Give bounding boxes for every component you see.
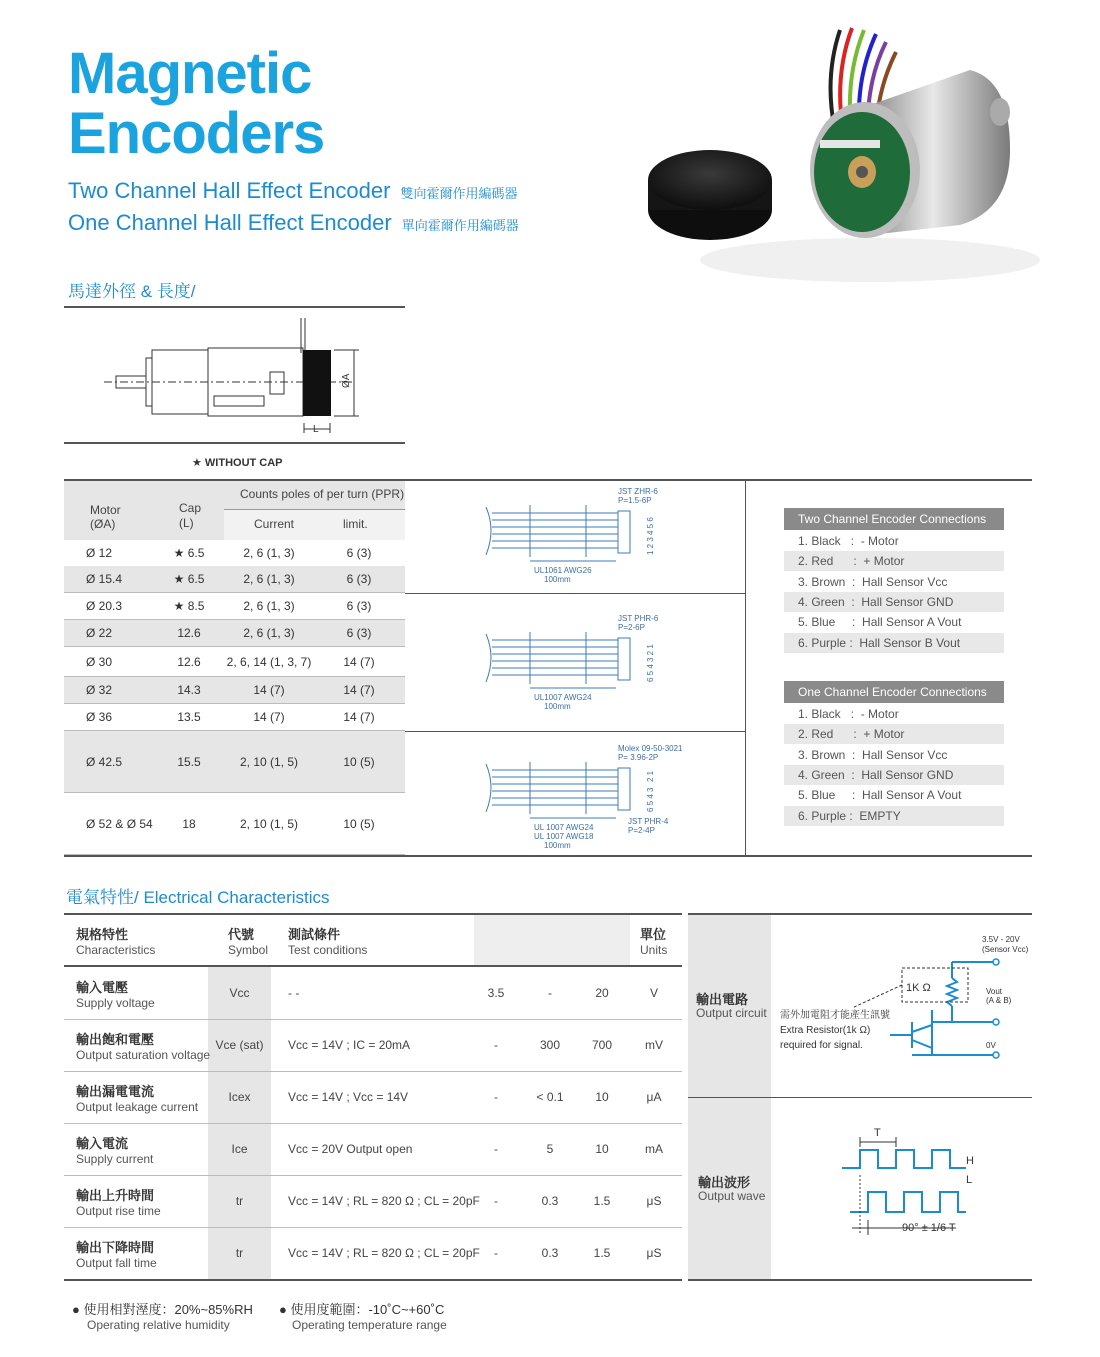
min-cell: - (494, 1194, 498, 1208)
table-row (64, 593, 405, 620)
output-circuit-label-zh: 輸出電路 (696, 992, 749, 1007)
characteristic-en: Output leakage current (76, 1099, 199, 1114)
motor-current-cell: 2, 6 (1, 3) (243, 546, 295, 560)
symbol-cell: Vce (sat) (215, 1038, 264, 1052)
table-row (64, 566, 405, 593)
cable-divider (405, 593, 745, 594)
cable-length-label: 100mm (544, 702, 571, 711)
unit-cell: V (649, 986, 658, 1000)
symbol-cell: tr (235, 1194, 244, 1208)
motor-motor-cell: Ø 12 (86, 546, 113, 560)
subtitle-one-channel (68, 210, 519, 236)
motor-motor-cell: Ø 32 (86, 683, 113, 697)
dimension-section-title: 馬達外徑 & 長度/ (68, 282, 196, 301)
motor-limit-cell: 10 (5) (343, 754, 375, 769)
header-symbol-zh: 代號 (228, 926, 255, 942)
max-cell: 20 (595, 986, 609, 1000)
characteristic-cell (76, 1175, 161, 1227)
characteristic-en: Output rise time (76, 1203, 161, 1218)
table-row (64, 704, 405, 731)
output-circuit-diagram (772, 930, 1032, 1090)
circuit-note-en-1: Extra Resistor(1k Ω) (780, 1025, 871, 1036)
header-unit-en: Units (640, 942, 668, 957)
characteristic-zh: 輸入電壓 (76, 979, 129, 995)
cable-divider (405, 731, 745, 732)
max-cell: 700 (591, 1038, 613, 1052)
table-row (64, 540, 405, 567)
characteristic-cell (76, 1123, 153, 1175)
motor-current-cell: 2, 10 (1, 5) (239, 754, 299, 769)
max-cell: 1.5 (593, 1194, 611, 1208)
output-divider (688, 1097, 1032, 1098)
ref-cell: 0.3 (541, 1246, 559, 1260)
min-cell: - (494, 1142, 498, 1156)
cable-length-label: 100mm (544, 841, 571, 850)
characteristic-cell (76, 967, 155, 1019)
header-char-zh: 規格特性 (76, 926, 129, 942)
connection-item: 5. Blue : Hall Sensor A Vout (798, 615, 962, 630)
cable-connector2-label: JST PHR-4 (628, 817, 669, 826)
test-cell: Vcc = 14V ; Vcc = 14V (288, 1090, 409, 1104)
symbol-cell: Icex (228, 1090, 251, 1104)
cable-pin-numbers: 6 5 4 3 2 1 (646, 644, 655, 682)
subtitle-one-channel-zh: 單向霍爾作用編碼器 (401, 218, 519, 233)
motor-current-cell: 14 (7) (253, 710, 285, 724)
section-divider (64, 1279, 682, 1281)
header-cap: Cap (179, 501, 202, 515)
humidity-note-zh: ● 使用相對溼度：20%~85%RH (72, 1302, 253, 1317)
test-cell: Vcc = 14V ; RL = 820 Ω ; CL = 20pF (288, 1246, 480, 1260)
max-cell: 10 (595, 1090, 609, 1104)
ref-cell: - (548, 986, 552, 1000)
cable-connector-label: JST ZHR-6 (618, 487, 658, 496)
motor-cap-cell: 18 (182, 816, 196, 831)
table-row (64, 1019, 682, 1072)
motor-current-cell: 2, 10 (1, 5) (239, 816, 299, 831)
table-row (64, 1071, 682, 1124)
two-channel-title: Two Channel Encoder Connections (784, 508, 1004, 530)
header-test-zh: 測試條件 (288, 926, 341, 942)
table-row (64, 1123, 682, 1176)
header-unit-zh: 單位 (640, 926, 667, 942)
length-label: L (313, 424, 319, 435)
title-line-2: Encoders (68, 101, 325, 166)
motor-limit-cell: 14 (7) (343, 683, 375, 697)
motor-cap-cell: ★ 6.5 (173, 546, 205, 560)
column-divider (745, 481, 746, 856)
unit-cell: mA (645, 1142, 663, 1156)
motor-limit-cell: 10 (5) (343, 816, 375, 831)
cable-drawing (478, 612, 718, 717)
motor-current-cell: 2, 6 (1, 3) (243, 572, 295, 586)
header-limit: limit. (343, 517, 368, 531)
motor-dimension-drawing (64, 308, 405, 443)
max-cell: 1.5 (593, 1246, 611, 1260)
symbol-cell: Vcc (229, 986, 250, 1000)
characteristic-cell (76, 1019, 210, 1071)
motor-motor-cell: Ø 20.3 (86, 599, 123, 613)
motor-motor-cell: Ø 42.5 (86, 754, 123, 769)
motor-motor-cell: Ø 22 (86, 626, 113, 640)
phi-a-label: ØA (341, 373, 352, 388)
cable-pitch-label: P=1.5-6P (618, 496, 652, 505)
ref-cell: 5 (546, 1142, 554, 1156)
electrical-section-title: 電氣特性/ Electrical Characteristics (66, 888, 330, 907)
circuit-note-en-2: required for signal. (780, 1040, 863, 1051)
ov-label: 0V (986, 1041, 996, 1050)
motor-motor-cell: Ø 52 & Ø 54 (86, 816, 153, 831)
test-cell: Vcc = 20V Output open (288, 1142, 413, 1156)
characteristic-en: Output fall time (76, 1255, 157, 1270)
table-row (64, 1227, 682, 1280)
cable-wire-label: UL1007 AWG24 (534, 693, 592, 702)
header-char-en: Characteristics (76, 942, 156, 957)
connection-item: 3. Brown : Hall Sensor Vcc (798, 574, 948, 589)
output-wave-label-zh: 輸出波形 (698, 1175, 751, 1190)
symbol-cell: tr (235, 1246, 244, 1260)
without-cap-note: ★ WITHOUT CAP (192, 457, 283, 469)
cable-drawing (478, 485, 718, 590)
header-cap-sub: (L) (179, 516, 194, 530)
vout-label-2: (A & B) (986, 996, 1012, 1005)
motor-cap-cell: 12.6 (177, 654, 201, 669)
humidity-note-en: Operating relative humidity (87, 1318, 230, 1332)
characteristic-en: Supply current (76, 1151, 154, 1166)
characteristic-zh: 輸出上升時間 (76, 1187, 155, 1203)
connection-item: 2. Red : + Motor (784, 724, 1004, 744)
motor-motor-cell: Ø 15.4 (86, 572, 123, 586)
max-cell: 10 (595, 1142, 609, 1156)
table-row (64, 620, 405, 647)
output-wave-label-en: Output wave (698, 1189, 766, 1203)
connection-item: 1. Black : - Motor (798, 707, 899, 721)
phase-label: 90° ± 1/6 T (902, 1222, 956, 1234)
cable-pitch2-label: P=2-4P (628, 826, 655, 835)
header-current: Current (254, 517, 295, 531)
page-title (68, 41, 325, 166)
motor-cap-cell: ★ 6.5 (173, 572, 205, 586)
unit-cell: mV (645, 1038, 663, 1052)
table-row (64, 1175, 682, 1228)
motor-cap-cell: 14.3 (177, 683, 201, 697)
cable-wire-label: UL1061 AWG26 (534, 566, 592, 575)
connection-item: 1. Black : - Motor (798, 534, 899, 548)
test-cell: Vcc = 14V ; RL = 820 Ω ; CL = 20pF (288, 1194, 480, 1208)
motor-limit-cell: 6 (3) (346, 599, 372, 613)
table-row (64, 793, 405, 855)
resistor-label: 1K Ω (906, 982, 931, 994)
subtitle-two-channel-en: Two Channel Hall Effect Encoder (68, 178, 391, 203)
header-symbol-en: Symbol (228, 942, 269, 957)
supply-label-2: (Sensor Vcc) (982, 945, 1029, 954)
subtitle-two-channel (68, 178, 517, 204)
cable-pin-numbers: 1 2 3 4 5 6 (646, 517, 655, 555)
motor-current-cell: 14 (7) (253, 683, 285, 697)
circuit-note-zh: 需外加電阻才能產生訊號 (780, 1010, 890, 1021)
cable-pitch-label: P= 3.96-2P (618, 753, 659, 762)
subtitle-one-channel-en: One Channel Hall Effect Encoder (68, 210, 392, 235)
connection-item: 3. Brown : Hall Sensor Vcc (798, 747, 948, 762)
test-cell: - - (288, 986, 300, 1000)
characteristic-zh: 輸入電流 (76, 1135, 129, 1151)
period-label: T (874, 1127, 881, 1139)
ref-cell: 0.3 (541, 1194, 559, 1208)
connection-item: 6. Purple : EMPTY (784, 806, 1004, 826)
symbol-cell: Ice (231, 1142, 248, 1156)
temperature-note-en: Operating temperature range (292, 1318, 447, 1332)
characteristic-zh: 輸出漏電電流 (76, 1083, 155, 1099)
connection-item: 5. Blue : Hall Sensor A Vout (798, 788, 962, 803)
table-row (64, 967, 682, 1020)
table-row (64, 731, 405, 793)
cable-drawing (478, 742, 718, 852)
cable-pin-numbers-top: 2 1 (646, 770, 655, 782)
ref-cell: 300 (539, 1038, 561, 1052)
motor-limit-cell: 6 (3) (346, 546, 372, 560)
characteristic-en: Output saturation voltage (76, 1047, 211, 1062)
output-waveform-diagram (830, 1120, 1010, 1250)
header-counts: Counts poles of per turn (PPR) (240, 487, 405, 501)
characteristic-en: Supply voltage (76, 995, 155, 1010)
section-divider (688, 1279, 1032, 1281)
header-motor-sub: (ØA) (90, 517, 116, 531)
cable-pin-numbers: 6 5 4 3 (646, 787, 655, 812)
characteristic-cell (76, 1227, 157, 1279)
cable-wire-label: UL 1007 AWG24 (534, 823, 594, 832)
section-divider (64, 855, 1032, 857)
motor-current-cell: 2, 6, 14 (1, 3, 7) (226, 654, 312, 669)
motor-limit-cell: 6 (3) (346, 626, 372, 640)
unit-cell: μS (646, 1194, 662, 1208)
table-row (64, 647, 405, 677)
motor-motor-cell: Ø 30 (86, 654, 113, 669)
cable-pitch-label: P=2-6P (618, 623, 645, 632)
min-max-header-shade (474, 915, 630, 965)
test-cell: Vcc = 14V ; IC = 20mA (288, 1038, 411, 1052)
section-divider (64, 442, 405, 444)
supply-label: 3.5V - 20V (982, 935, 1020, 944)
connection-item: 2. Red : + Motor (784, 551, 1004, 571)
header-motor: Motor (90, 503, 121, 517)
characteristic-cell (76, 1071, 198, 1123)
cable-connector-label: JST PHR-6 (618, 614, 659, 623)
high-label: H (966, 1155, 974, 1167)
connection-item: 4. Green : Hall Sensor GND (784, 765, 1004, 785)
temperature-note-zh: ● 使用度範圍：-10˚C~+60˚C (279, 1302, 445, 1317)
header-test-en: Test conditions (288, 942, 368, 957)
motor-motor-cell: Ø 36 (86, 710, 113, 724)
motor-cap-cell: 15.5 (177, 754, 201, 769)
cable-wire-label-2: UL 1007 AWG18 (534, 832, 594, 841)
motor-table-header (64, 481, 405, 540)
unit-cell: μS (646, 1246, 662, 1260)
vout-label: Vout (986, 987, 1003, 996)
one-channel-title: One Channel Encoder Connections (784, 681, 1004, 703)
motor-current-cell: 2, 6 (1, 3) (243, 599, 295, 613)
characteristic-zh: 輸出下降時間 (76, 1239, 155, 1255)
motor-current-cell: 2, 6 (1, 3) (243, 626, 295, 640)
connection-item: 6. Purple : Hall Sensor B Vout (784, 633, 1004, 653)
motor-limit-cell: 14 (7) (343, 654, 375, 669)
min-cell: 3.5 (487, 986, 505, 1000)
min-cell: - (494, 1090, 498, 1104)
motor-cap-cell: 12.6 (177, 626, 201, 640)
output-circuit-label-en: Output circuit (696, 1006, 767, 1020)
motor-cap-cell: 13.5 (177, 710, 201, 724)
low-label: L (966, 1174, 973, 1186)
min-cell: - (494, 1246, 498, 1260)
table-row (64, 677, 405, 704)
motor-cap-cell: ★ 8.5 (173, 599, 205, 613)
motor-limit-cell: 6 (3) (346, 572, 372, 586)
title-line-1: Magnetic (68, 41, 312, 106)
product-photo (640, 20, 1080, 300)
cable-length-label: 100mm (544, 575, 571, 584)
connection-item: 4. Green : Hall Sensor GND (784, 592, 1004, 612)
subtitle-two-channel-zh: 雙向霍爾作用編碼器 (400, 186, 518, 201)
ref-cell: < 0.1 (536, 1090, 564, 1104)
unit-cell: μA (646, 1090, 662, 1104)
characteristic-zh: 輸出飽和電壓 (76, 1031, 155, 1047)
motor-limit-cell: 14 (7) (343, 710, 375, 724)
cable-connector-label: Molex 09-50-3021 (618, 744, 683, 753)
min-cell: - (494, 1038, 498, 1052)
